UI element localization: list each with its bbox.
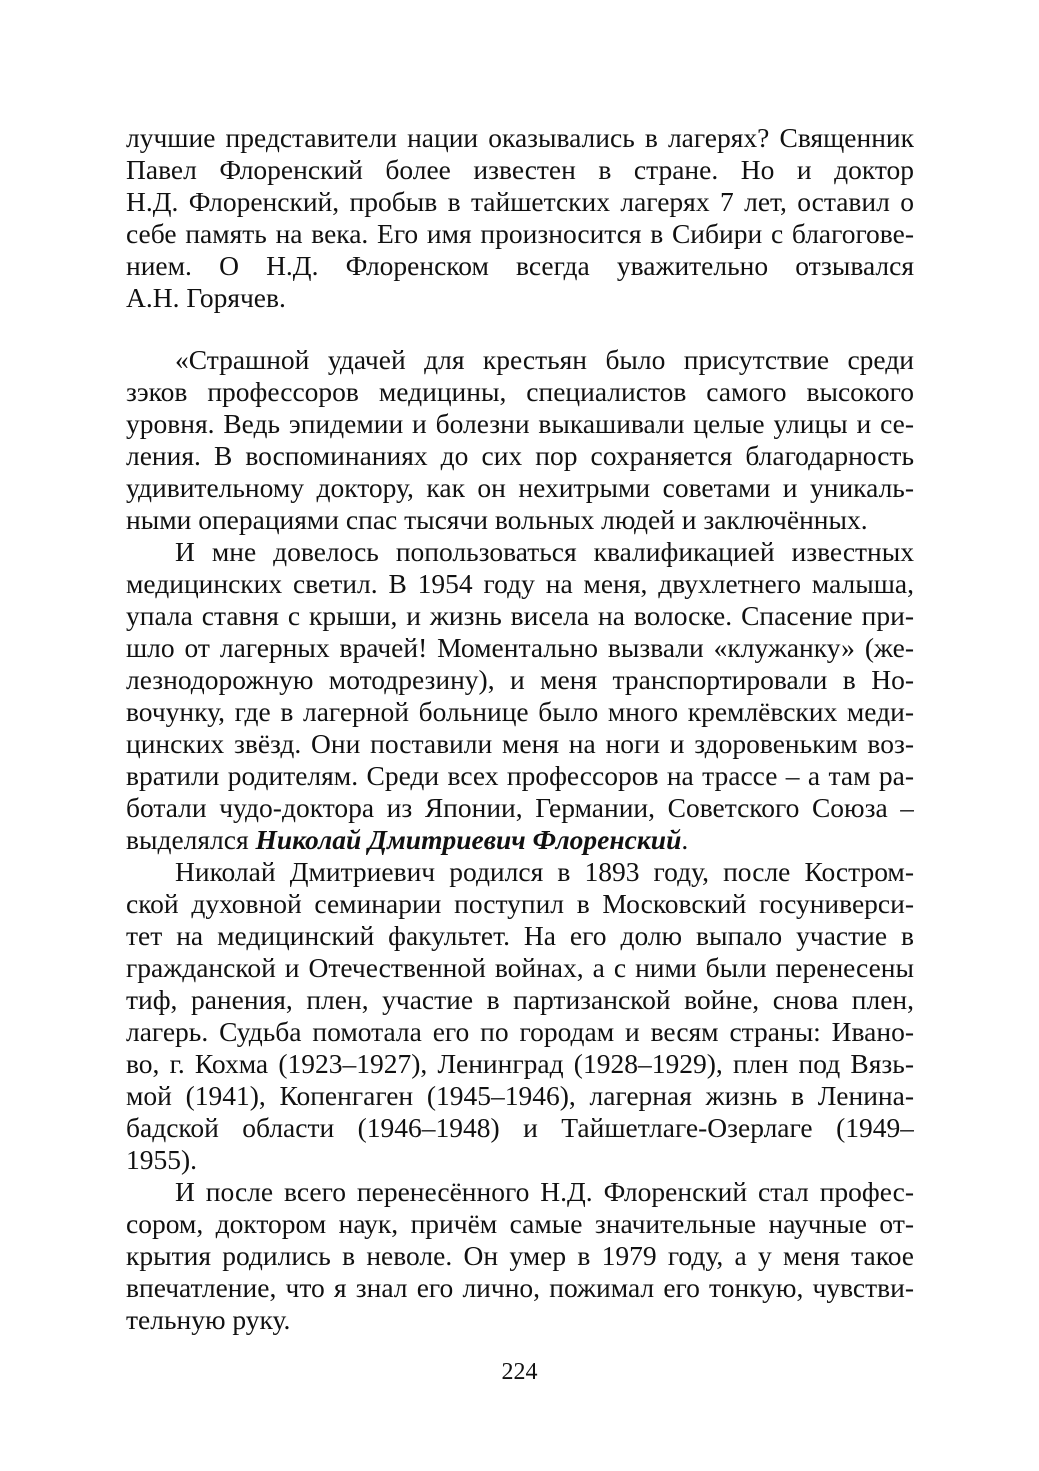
text-line: лучшие представители нации оказывались в лагерях? Священник	[126, 122, 914, 153]
text-line: нием. О Н.Д. Флоренском всегда уважительно отзывался	[126, 250, 914, 281]
text-line	[126, 824, 914, 856]
paragraph-5	[126, 1176, 914, 1336]
emphasized-name: Николай Дмитриевич Флоренский	[255, 824, 682, 855]
text-line: Павел Флоренский более известен в стране. Но и доктор	[126, 154, 914, 185]
text-line: А.Н. Горячев.	[126, 282, 286, 313]
text-line: ботали чудо-доктора из Японии, Германии, Советского Союза –	[126, 792, 914, 823]
paragraph-3	[126, 536, 914, 856]
text-line: И после всего перенесённого Н.Д. Флоренский стал профес-	[175, 1176, 914, 1207]
text-line: ской духовной семинарии поступил в Московский госуниверси-	[126, 888, 914, 919]
text-line: шло от лагерных врачей! Моментально вызвали «клужанку» (же-	[126, 632, 914, 663]
paragraph-gap	[126, 314, 914, 344]
text-line: мой (1941), Копенгаген (1945–1946), лагерная жизнь в Ленина-	[126, 1080, 914, 1111]
text-line: лезнодорожную мотодрезину), и меня транспортировали в Но-	[126, 664, 914, 695]
text-line: крытия родились в неволе. Он умер в 1979 году, а у меня такое	[126, 1240, 914, 1271]
text-line: медицинских светил. В 1954 году на меня, двухлетнего малыша,	[126, 568, 914, 599]
text-line: вочунку, где в лагерной больнице было много кремлёвских меди-	[126, 696, 914, 727]
text-line: сором, доктором наук, причём самые значительные научные от-	[126, 1208, 914, 1239]
text-line: впечатление, что я знал его лично, пожимал его тонкую, чувстви-	[126, 1272, 914, 1303]
text-line: во, г. Кохма (1923–1927), Ленинград (1928–1929), плен под Вязь-	[126, 1048, 914, 1079]
text-segment: выделялся	[126, 824, 256, 855]
text-line: удивительному доктору, как он нехитрыми советами и уникаль-	[126, 472, 914, 503]
text-line: лагерь. Судьба помотала его по городам и весям страны: Ивано-	[126, 1016, 914, 1047]
text-line: ными операциями спас тысячи вольных людей и заключённых.	[126, 504, 868, 535]
text-line: цинских звёзд. Они поставили меня на ноги и здоровеньким воз-	[126, 728, 914, 759]
text-line: гражданской и Отечественной войнах, а с ними были перенесены	[126, 952, 914, 983]
text-line: ления. В воспоминаниях до сих пор сохраняется благодарность	[126, 440, 914, 471]
paragraph-1	[126, 122, 914, 314]
page-number: 224	[501, 1359, 538, 1385]
text-line: упала ставня с крыши, и жизнь висела на волоске. Спасение при-	[126, 600, 914, 631]
text-line: Н.Д. Флоренский, пробыв в тайшетских лагерях 7 лет, оставил о	[126, 186, 914, 217]
text-line: тиф, ранения, плен, участие в партизанской войне, снова плен,	[126, 984, 914, 1015]
text-line: уровня. Ведь эпидемии и болезни выкашивали целые улицы и се-	[126, 408, 914, 439]
paragraph-2	[126, 344, 914, 536]
text-line: тет на медицинский факультет. На его долю выпало участие в	[126, 920, 914, 951]
page-body	[126, 122, 914, 1336]
text-line: И мне довелось попользоваться квалификацией известных	[175, 536, 914, 567]
text-line: Николай Дмитриевич родился в 1893 году, после Костром-	[175, 856, 914, 887]
text-line: 1955).	[126, 1144, 198, 1175]
text-line: зэков профессоров медицины, специалистов самого высокого	[126, 376, 914, 407]
text-line: вратили родителям. Среди всех профессоров на трассе – а там ра-	[126, 760, 914, 791]
paragraph-4	[126, 856, 914, 1176]
text-line: себе память на века. Его имя произносится в Сибири с благогове-	[126, 218, 914, 249]
text-segment: .	[681, 824, 689, 855]
text-line: тельную руку.	[126, 1304, 291, 1335]
text-line: бадской области (1946–1948) и Тайшетлаге-Озерлаге (1949–	[126, 1112, 914, 1143]
text-line: «Страшной удачей для крестьян было присутствие среди	[175, 344, 914, 375]
